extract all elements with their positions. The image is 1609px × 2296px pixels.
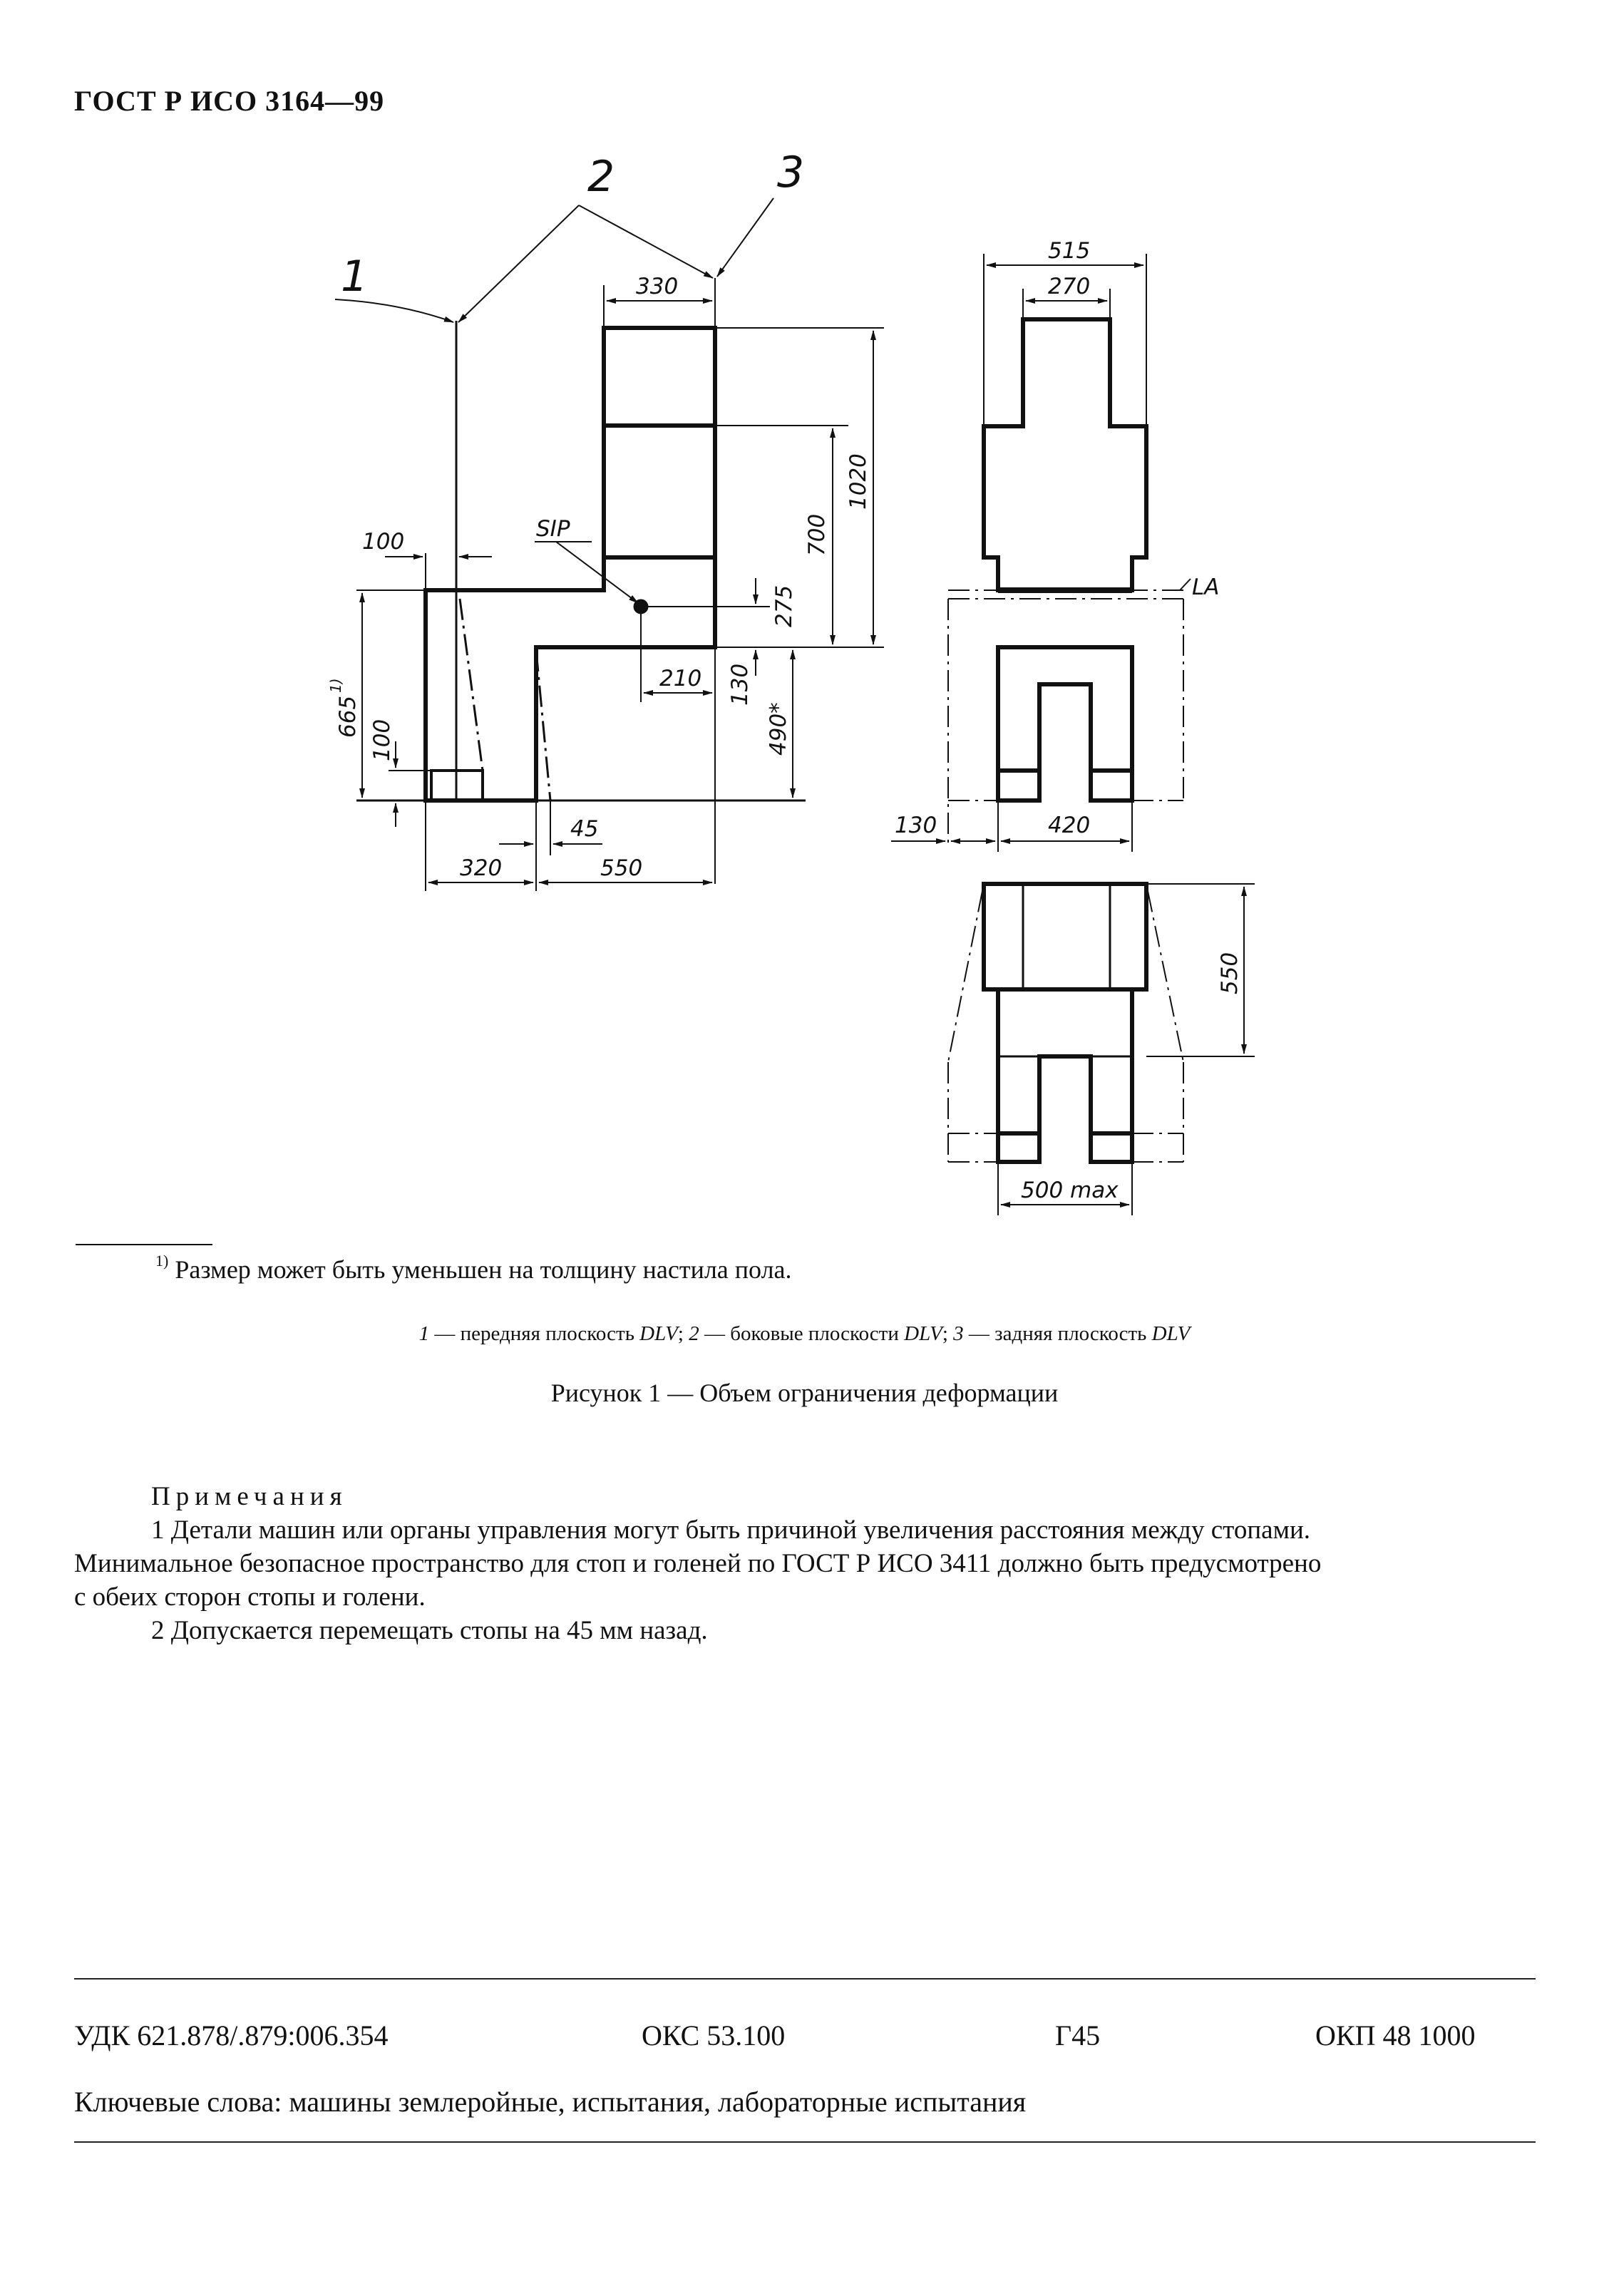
footnote-rule bbox=[76, 1244, 212, 1245]
figure-legend: 1 — передняя плоскость DLV; 2 — боковые плоскости DLV; 3 — задняя плоскость DLV bbox=[418, 1322, 1191, 1345]
document-header: ГОСТ Р ИСО 3164—99 bbox=[74, 85, 385, 117]
dim-130-v: 130 bbox=[727, 663, 753, 706]
g-code: Г45 bbox=[1055, 2019, 1101, 2052]
dim-275: 275 bbox=[771, 585, 797, 627]
top-view bbox=[948, 884, 1255, 1215]
la-label: LA bbox=[1192, 575, 1220, 600]
dim-515: 515 bbox=[1048, 238, 1091, 264]
footnote-mark: 1) bbox=[155, 1252, 169, 1270]
front-view bbox=[891, 254, 1191, 852]
keywords: Ключевые слова: машины землеройные, испытания, лабораторные испытания bbox=[74, 2086, 1027, 2118]
side-view bbox=[335, 198, 884, 891]
callout-3: 3 bbox=[777, 148, 805, 197]
note-2: 2 Допускается перемещать стопы на 45 мм назад. bbox=[151, 1616, 708, 1645]
dim-665: 665 bbox=[335, 695, 361, 738]
footnote-text: Размер может быть уменьшен на толщину настила пола. bbox=[175, 1255, 792, 1284]
dim-100-side: 100 bbox=[369, 719, 395, 761]
dim-550-h: 550 bbox=[600, 855, 643, 881]
dim-270: 270 bbox=[1048, 274, 1091, 299]
note-1-line-1: 1 Детали машин или органы управления могут быть причиной увеличения расстояния между стопами. bbox=[151, 1515, 1311, 1545]
note-1-line-3: с обеих сторон стопы и голени. bbox=[74, 1582, 426, 1612]
dim-490: 490* bbox=[766, 702, 791, 756]
sip-label: SIP bbox=[536, 516, 570, 542]
drawing-labels bbox=[327, 148, 1243, 1203]
udk-code: УДК 621.878/.879:006.354 bbox=[74, 2019, 389, 2052]
dim-100-top: 100 bbox=[362, 529, 405, 555]
footer-rule-bottom bbox=[74, 2141, 1536, 2143]
dim-1020: 1020 bbox=[845, 453, 871, 510]
dim-130-h: 130 bbox=[895, 813, 937, 838]
dim-330: 330 bbox=[636, 274, 679, 299]
dim-700: 700 bbox=[804, 513, 830, 556]
okp-code: ОКП 48 1000 bbox=[1315, 2019, 1476, 2052]
dim-45: 45 bbox=[570, 816, 599, 842]
callout-1: 1 bbox=[341, 252, 369, 302]
dim-665-sup: 1) bbox=[327, 678, 344, 693]
callout-2: 2 bbox=[587, 152, 615, 202]
oks-code: ОКС 53.100 bbox=[642, 2019, 786, 2052]
dim-210: 210 bbox=[659, 666, 702, 691]
dim-320: 320 bbox=[460, 855, 503, 881]
note-1-line-2: Минимальное безопасное пространство для стоп и голеней по ГОСТ Р ИСО 3411 должно быть предусмотрено bbox=[74, 1549, 1322, 1578]
dim-420: 420 bbox=[1048, 813, 1091, 838]
footer-rule-top bbox=[74, 1978, 1536, 1980]
footnote bbox=[155, 1252, 792, 1285]
notes-title: Примечания bbox=[151, 1482, 348, 1511]
dim-500max: 500 max bbox=[1021, 1178, 1119, 1203]
figure-caption: Рисунок 1 — Объем ограничения деформации bbox=[550, 1379, 1059, 1407]
dim-550-v: 550 bbox=[1217, 952, 1243, 994]
